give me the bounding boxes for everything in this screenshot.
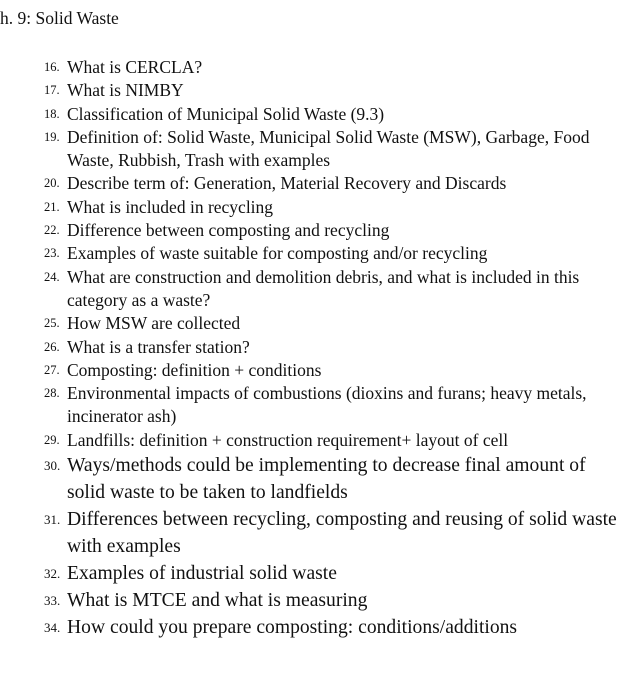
question-number: 20. <box>44 176 60 191</box>
question-number: 29. <box>44 432 60 447</box>
question-text: Describe term of: Generation, Material Recovery and Discards <box>67 173 507 194</box>
question-number: 17. <box>44 83 60 98</box>
question-item <box>0 382 628 429</box>
question-text: Environmental impacts of combustions (dioxins and furans; heavy metals, incinerator ash) <box>67 383 587 427</box>
question-item <box>0 560 628 587</box>
question-text: What is CERCLA? <box>67 57 203 77</box>
question-item <box>0 452 628 506</box>
question-text: How MSW are collected <box>67 313 241 334</box>
question-text: What is a transfer station? <box>67 336 250 357</box>
question-number: 21. <box>44 199 60 214</box>
question-number: 34. <box>44 620 61 636</box>
question-text: Difference between composting and recycling <box>67 220 390 241</box>
question-item <box>0 56 628 79</box>
question-item <box>0 506 628 560</box>
question-number: 22. <box>44 223 60 238</box>
question-item <box>0 79 628 102</box>
question-text: What are construction and demolition debris, and what is included in this category as a waste? <box>67 266 580 310</box>
question-item <box>0 219 628 242</box>
question-number: 32. <box>44 566 61 582</box>
question-text: Landfills: definition + construction requirement+ layout of cell <box>67 429 509 450</box>
question-list <box>0 56 628 641</box>
question-number: 31. <box>44 512 61 528</box>
question-text: Ways/methods could be implementing to decrease final amount of solid waste to be taken to landfields <box>67 455 586 504</box>
question-item <box>0 587 628 614</box>
question-number: 25. <box>44 316 60 331</box>
question-text: Definition of: Solid Waste, Municipal Solid Waste (MSW), Garbage, Food Waste, Rubbish, Trash with examples <box>67 126 590 171</box>
question-item <box>0 336 628 359</box>
question-item <box>0 614 628 641</box>
question-text: Composting: definition + conditions <box>67 359 322 380</box>
question-text: Differences between recycling, composting and reusing of solid waste with examples <box>67 509 617 558</box>
question-number: 27. <box>44 362 60 377</box>
question-item <box>0 242 628 265</box>
question-text: Examples of waste suitable for composting and/or recycling <box>67 243 488 264</box>
question-text: What is MTCE and what is measuring <box>67 590 368 612</box>
question-text: How could you prepare composting: conditions/additions <box>67 617 518 639</box>
question-number: 30. <box>44 458 61 474</box>
question-text: Examples of industrial solid waste <box>67 563 337 585</box>
question-text: Classification of Municipal Solid Waste (9.3) <box>67 103 385 124</box>
question-item <box>0 266 628 313</box>
question-text: What is included in recycling <box>67 196 274 217</box>
question-item <box>0 126 628 173</box>
question-item <box>0 429 628 452</box>
question-item <box>0 172 628 195</box>
question-text: What is NIMBY <box>67 80 184 101</box>
question-number: 18. <box>44 106 60 121</box>
question-number: 19. <box>44 129 60 144</box>
question-number: 33. <box>44 593 61 609</box>
question-number: 23. <box>44 246 60 261</box>
question-item <box>0 359 628 382</box>
question-item <box>0 196 628 219</box>
page-heading: h. 9: Solid Waste <box>0 8 119 28</box>
question-number: 16. <box>44 60 60 74</box>
question-item <box>0 103 628 126</box>
question-number: 28. <box>44 386 60 401</box>
question-item <box>0 312 628 335</box>
question-number: 24. <box>44 269 60 284</box>
question-number: 26. <box>44 339 60 354</box>
